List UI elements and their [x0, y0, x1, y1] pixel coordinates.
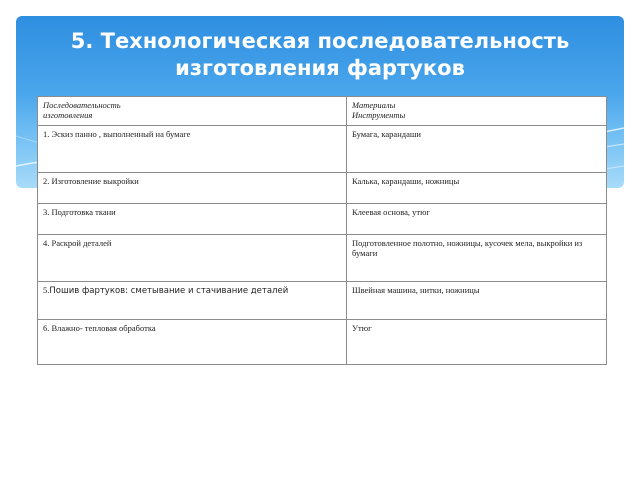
header-sequence-line2: изготовления	[43, 110, 93, 120]
materials-cell: Швейная машина, нитки, ножницы	[347, 282, 607, 320]
step-cell: 1. Эскиз панно , выполненный на бумаге	[38, 126, 347, 173]
table-row	[38, 282, 607, 320]
slide-title	[16, 28, 624, 82]
step-cell: 6. Влажно- тепловая обработка	[38, 320, 347, 365]
materials-cell: Подготовленное полотно, ножницы, кусочек мела, выкройки из бумаги	[347, 235, 607, 282]
process-table	[37, 96, 607, 365]
slide-title-line2: изготовления фартуков	[175, 56, 465, 80]
header-materials-line1: Материалы	[352, 100, 396, 110]
slide-title-line1: 5. Технологическая последовательность	[70, 29, 570, 53]
step-number: 5.	[43, 285, 50, 295]
materials-cell: Клеевая основа, утюг	[347, 204, 607, 235]
table-header-row	[38, 97, 607, 126]
header-materials	[347, 97, 607, 126]
materials-cell: Утюг	[347, 320, 607, 365]
table-row	[38, 235, 607, 282]
header-materials-line2: Инструменты	[352, 110, 406, 120]
header-sequence-line1: Последовательность	[43, 100, 121, 110]
table-row	[38, 204, 607, 235]
header-sequence	[38, 97, 347, 126]
table-row	[38, 320, 607, 365]
materials-cell: Бумага, карандаши	[347, 126, 607, 173]
table-row	[38, 173, 607, 204]
step-cell: 4. Раскрой деталей	[38, 235, 347, 282]
table-row	[38, 126, 607, 173]
step-cell: 2. Изготовление выкройки	[38, 173, 347, 204]
step-text: Пошив фартуков: сметывание и стачивание деталей	[49, 286, 289, 296]
materials-cell: Калька, карандаши, ножницы	[347, 173, 607, 204]
step-cell	[38, 282, 347, 320]
step-cell: 3. Подготовка ткани	[38, 204, 347, 235]
